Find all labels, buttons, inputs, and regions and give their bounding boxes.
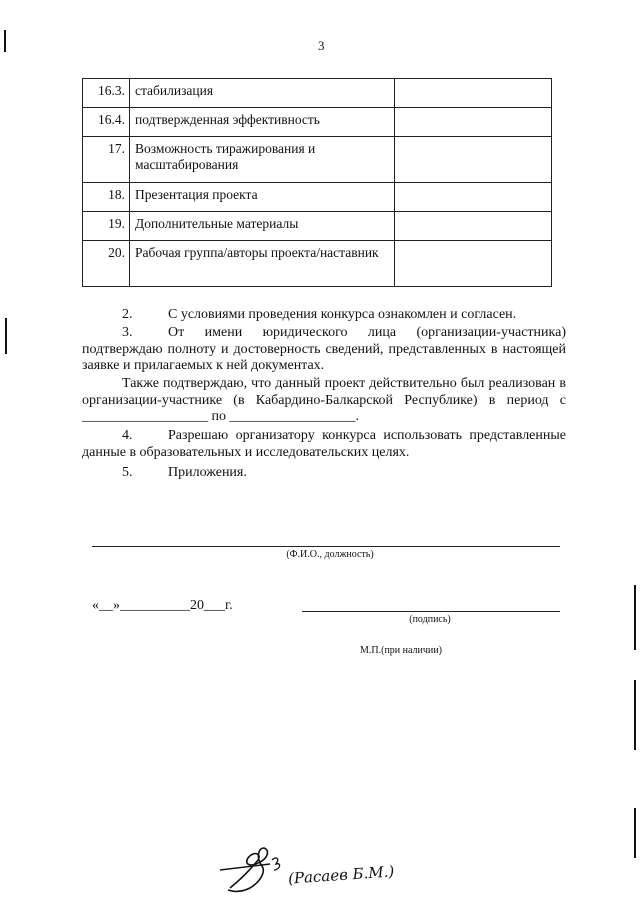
scan-margin-mark: [5, 318, 7, 354]
table-row: [83, 108, 552, 137]
date-field[interactable]: «__»__________20___г.: [92, 598, 233, 613]
signature-label: (подпись): [409, 614, 451, 625]
row-number: 17.: [83, 137, 130, 183]
row-value-cell[interactable]: [395, 212, 552, 241]
row-value-cell[interactable]: [395, 137, 552, 183]
clause-number: 5.: [122, 465, 133, 480]
row-value-cell[interactable]: [395, 108, 552, 137]
row-label: стабилизация: [130, 79, 395, 108]
row-label: Презентация проекта: [130, 183, 395, 212]
application-form-table: [82, 78, 552, 287]
row-number: 20.: [83, 241, 130, 287]
row-label: Возможность тиражирования и масштабирования: [130, 137, 395, 183]
clause-text: Приложения.: [168, 465, 247, 480]
clause-text: От имени юридического лица (организации-участника) подтверждаю полноту и достоверность сведений, представленных в настоящей заявке и прилагаемых к ней документах.: [82, 325, 566, 373]
clause-2: [82, 307, 566, 324]
clause-3: [82, 325, 566, 375]
row-value-cell[interactable]: [395, 79, 552, 108]
row-number: 16.4.: [83, 108, 130, 137]
clause-text: Разрешаю организатору конкурса использовать представленные данные в образовательных и исследовательских целях.: [82, 428, 566, 460]
clause-4: [82, 428, 566, 461]
page-number: 3: [318, 38, 325, 53]
clause-number: 2.: [122, 307, 133, 322]
scan-margin-mark: [634, 808, 636, 858]
row-value-cell[interactable]: [395, 241, 552, 287]
clause-number: 3.: [122, 325, 133, 340]
scan-margin-mark: [634, 680, 636, 750]
row-number: 16.3.: [83, 79, 130, 108]
stamp-label: М.П.(при наличии): [360, 645, 442, 656]
clause-text: С условиями проведения конкурса ознакомлен и согласен.: [168, 307, 517, 322]
row-value-cell[interactable]: [395, 183, 552, 212]
table-row: [83, 79, 552, 108]
clause-number: 4.: [122, 428, 133, 443]
clause-text: Также подтверждаю, что данный проект действительно был реализован в организации-участнике (в Кабардино-Балкарской Республике) в период с __________________ по __________________.: [82, 376, 566, 424]
row-label: Дополнительные материалы: [130, 212, 395, 241]
row-number: 19.: [83, 212, 130, 241]
handwritten-name: (Расаев Б.М.): [287, 862, 395, 888]
scan-margin-mark: [634, 585, 636, 650]
signature-line[interactable]: [302, 611, 560, 612]
clause-3-confirmation: [82, 376, 566, 426]
clause-5: [82, 465, 566, 482]
row-number: 18.: [83, 183, 130, 212]
table-row: [83, 137, 552, 183]
row-label: Рабочая группа/авторы проекта/наставник: [130, 241, 395, 287]
table-row: [83, 183, 552, 212]
table-row: [83, 212, 552, 241]
row-label: подтвержденная эффективность: [130, 108, 395, 137]
fio-label: (Ф.И.О., должность): [286, 549, 374, 560]
scan-margin-mark: [4, 30, 6, 52]
fio-line[interactable]: [92, 546, 560, 547]
table-row: [83, 241, 552, 287]
